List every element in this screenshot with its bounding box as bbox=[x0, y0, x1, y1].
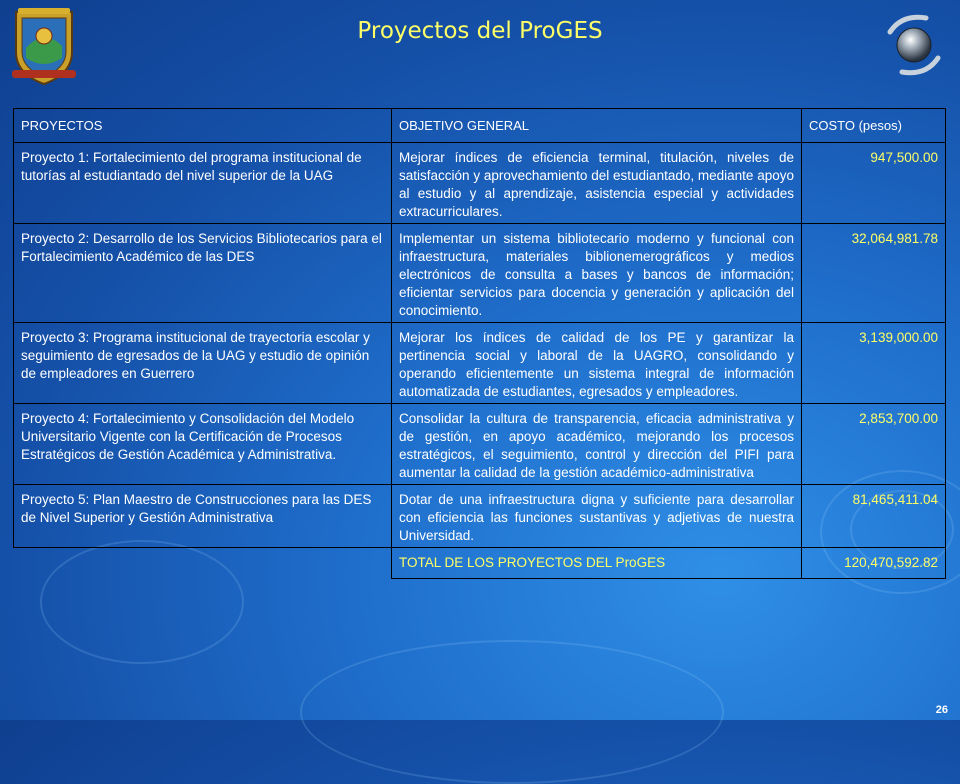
objective-cell: Mejorar los índices de calidad de los PE y garantizar la pertinencia social y laboral de la UAGRO, consolidando y operando eficientemente un sistema integral de información automatizada de estudiantes, egresados y empleadores. bbox=[392, 323, 802, 404]
header-cost: COSTO (pesos) bbox=[802, 109, 946, 143]
cost-cell: 2,853,700.00 bbox=[802, 404, 946, 485]
page-title: Proyectos del ProGES bbox=[357, 18, 603, 44]
table-row bbox=[14, 485, 946, 548]
page-number: 26 bbox=[935, 704, 948, 716]
header-projects: PROYECTOS bbox=[14, 109, 392, 143]
objective-cell: Implementar un sistema bibliotecario moderno y funcional con infraestructura, materiales biblionemerográficos y medios electrónicos de consulta a bases y bancos de información; eficientar servicios para docencia y generación y aplicación del conocimiento. bbox=[392, 224, 802, 323]
objective-cell: Mejorar índices de eficiencia terminal, titulación, niveles de satisfacción y aprovechamiento del estudiantado, mediante apoyo al estudio y al aprendizaje, asistencia especial y actividades extracurriculares. bbox=[392, 143, 802, 224]
objective-cell: Consolidar la cultura de transparencia, eficacia administrativa y de gestión, en apoyo académico, mejorando los procesos estratégicos, el seguimiento, control y dirección del PIFI para aumentar la calidad de la gestión académico-administrativa bbox=[392, 404, 802, 485]
total-spacer bbox=[14, 548, 392, 579]
project-cell: Proyecto 2: Desarrollo de los Servicios Bibliotecarios para el Fortalecimiento Académico de las DES bbox=[14, 224, 392, 323]
table-row bbox=[14, 143, 946, 224]
projects-table bbox=[13, 108, 946, 579]
total-label: TOTAL DE LOS PROYECTOS DEL ProGES bbox=[392, 548, 802, 579]
total-row bbox=[14, 548, 946, 579]
objective-cell: Dotar de una infraestructura digna y suficiente para desarrollar con eficiencia las funciones sustantivas y adjetivas de nuestra Universidad. bbox=[392, 485, 802, 548]
project-cell: Proyecto 4: Fortalecimiento y Consolidación del Modelo Universitario Vigente con la Certificación de Procesos Estratégicos de Gestión Académica y Administrativa. bbox=[14, 404, 392, 485]
table-header-row bbox=[14, 109, 946, 143]
table-row bbox=[14, 224, 946, 323]
sphere-logo-icon bbox=[882, 12, 946, 78]
header-objective: OBJETIVO GENERAL bbox=[392, 109, 802, 143]
project-cell: Proyecto 5: Plan Maestro de Construcciones para las DES de Nivel Superior y Gestión Administrativa bbox=[14, 485, 392, 548]
cost-cell: 32,064,981.78 bbox=[802, 224, 946, 323]
cost-cell: 947,500.00 bbox=[802, 143, 946, 224]
background-ripple bbox=[300, 640, 724, 784]
cost-cell: 81,465,411.04 bbox=[802, 485, 946, 548]
table-row bbox=[14, 323, 946, 404]
project-cell: Proyecto 1: Fortalecimiento del programa institucional de tutorías al estudiantado del nivel superior de la UAG bbox=[14, 143, 392, 224]
cost-cell: 3,139,000.00 bbox=[802, 323, 946, 404]
project-cell: Proyecto 3: Programa institucional de trayectoria escolar y seguimiento de egresados de la UAG y estudio de opinión de empleadores en Guerrero bbox=[14, 323, 392, 404]
total-value: 120,470,592.82 bbox=[802, 548, 946, 579]
table-row bbox=[14, 404, 946, 485]
